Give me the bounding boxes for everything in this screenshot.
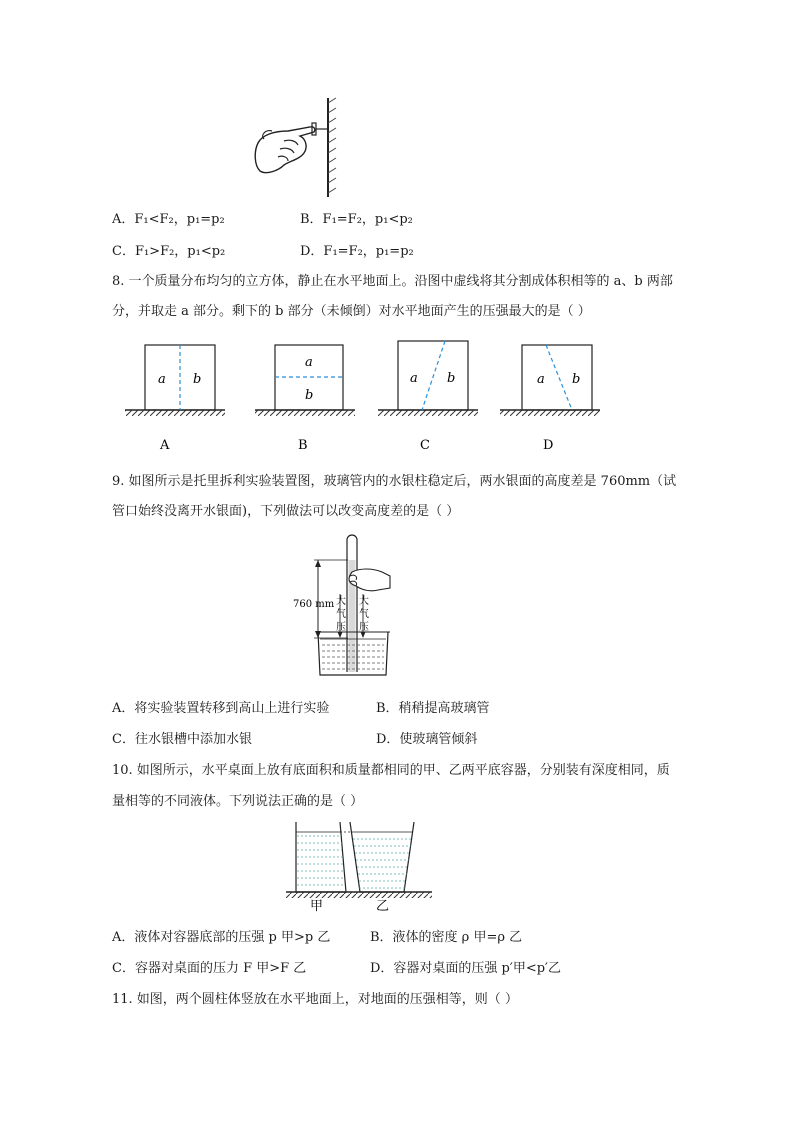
- q9-option-c[interactable]: C．往水银槽中添加水银: [112, 732, 252, 747]
- q7-option-c[interactable]: C．F₁>F₂，p₁<p₂: [112, 244, 226, 259]
- q9-text-line-2: 管口始终没离开水银面)，下列做法可以改变高度差的是（ ）: [112, 504, 460, 519]
- q10-text-line-1: 10. 如图所示，水平桌面上放有底面积和质量都相同的甲、乙两平底容器，分别装有深度相同，质: [112, 763, 670, 778]
- q8-text-line-2: 分，并取走 a 部分。剩下的 b 部分（未倾倒）对水平地面产生的压强最大的是（ ）: [112, 304, 591, 319]
- atm-right-char-3: 压: [359, 622, 369, 633]
- torricelli-apparatus-figure: [292, 532, 412, 680]
- q10-option-d[interactable]: D．容器对桌面的压强 p′甲<p′乙: [370, 961, 561, 976]
- q8-cube-d: [522, 345, 592, 410]
- q8-cube-b-part-a: a: [305, 355, 313, 370]
- q10-containers-figure: [284, 816, 434, 916]
- q8-cube-a-part-b: b: [193, 372, 202, 387]
- q8-cube-a: [145, 345, 215, 410]
- atm-right-char-1: 大: [359, 596, 369, 607]
- q9-option-a[interactable]: A．将实验装置转移到高山上进行实验: [112, 701, 330, 716]
- q8-cube-b-part-b: b: [305, 388, 314, 403]
- thumbtack-wall-figure: [250, 95, 340, 200]
- q8-cubes-figure: [120, 338, 620, 458]
- atm-left-char-2: 气: [336, 609, 346, 620]
- q8-cube-a-part-a: a: [158, 372, 166, 387]
- q11-text-line-1: 11. 如图，两个圆柱体竖放在水平地面上，对地面的压强相等，则（ ）: [112, 992, 518, 1007]
- q8-cube-c: [398, 341, 468, 410]
- q7-option-a[interactable]: A．F₁<F₂，p₁=p₂: [112, 212, 225, 227]
- q8-text-line-1: 8. 一个质量分布均匀的立方体，静止在水平地面上。沿图中虚线将其分割成体积相等的 a、b 两部: [112, 274, 673, 289]
- q8-label-c[interactable]: C: [420, 438, 430, 453]
- q10-option-b[interactable]: B．液体的密度 ρ 甲=ρ 乙: [370, 930, 523, 945]
- q10-option-a[interactable]: A．液体对容器底部的压强 p 甲>p 乙: [112, 930, 331, 945]
- q8-label-a[interactable]: A: [160, 438, 170, 453]
- q10-text-line-2: 量相等的不同液体。下列说法正确的是（ ）: [112, 794, 364, 809]
- q7-option-b[interactable]: B．F₁=F₂，p₁<p₂: [300, 212, 413, 227]
- q9-option-d[interactable]: D．使玻璃管倾斜: [376, 732, 478, 747]
- q8-cube-c-part-a: a: [410, 371, 418, 386]
- height-label: 760 mm: [293, 599, 335, 610]
- container-jia-label: 甲: [310, 899, 324, 914]
- container-yi: [350, 822, 414, 892]
- q8-cube-d-part-a: a: [537, 372, 545, 387]
- q8-label-d[interactable]: D: [543, 438, 554, 453]
- q8-cube-d-part-b: b: [572, 372, 581, 387]
- atm-left-char-1: 大: [336, 596, 346, 607]
- atm-right-char-2: 气: [359, 609, 369, 620]
- q8-cube-c-part-b: b: [447, 371, 456, 386]
- container-jia: [296, 822, 346, 892]
- q8-label-b[interactable]: B: [298, 438, 308, 453]
- q9-option-b[interactable]: B．稍稍提高玻璃管: [376, 701, 490, 716]
- q8-ground: [125, 410, 600, 416]
- q8-cube-b: [275, 345, 343, 410]
- q7-option-d[interactable]: D．F₁=F₂，p₁=p₂: [300, 244, 414, 259]
- atm-left-char-3: 压: [336, 622, 346, 633]
- q10-option-c[interactable]: C．容器对桌面的压力 F 甲>F 乙: [112, 961, 307, 976]
- container-yi-label: 乙: [376, 899, 390, 914]
- q9-text-line-1: 9. 如图所示是托里拆利实验装置图，玻璃管内的水银柱稳定后，两水银面的高度差是 760mm（试: [112, 474, 677, 489]
